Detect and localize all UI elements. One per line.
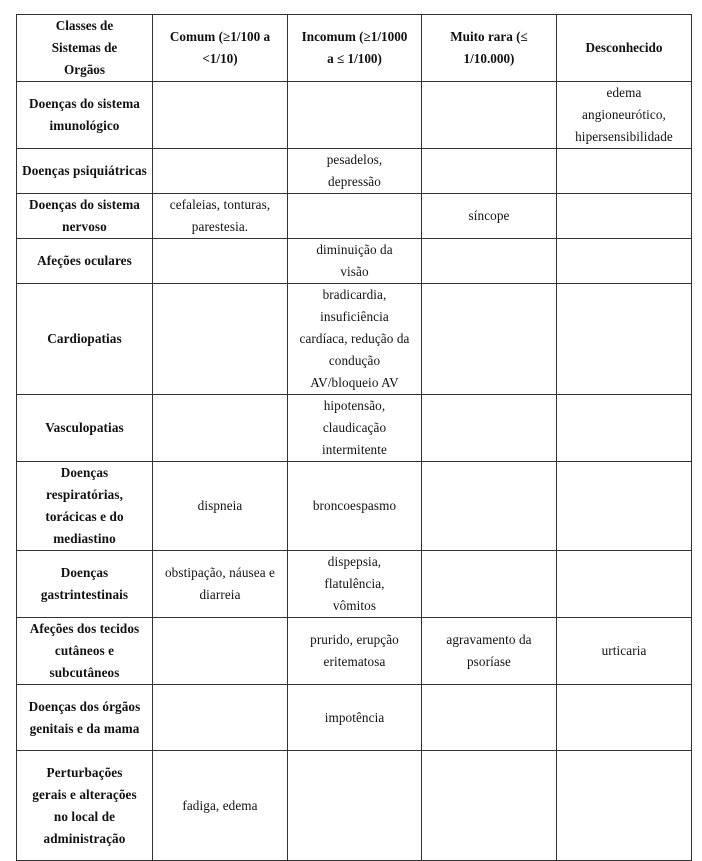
cell-muito-rara [422,82,557,149]
cell-muito-rara [422,462,557,551]
cell-comum [153,685,288,751]
cell-muito-rara: agravamento da psoríase [422,618,557,685]
cell-desconhecido [557,462,692,551]
cell-muito-rara [422,395,557,462]
cell-comum [153,82,288,149]
cell-incomum: bradicardia, insuficiência cardíaca, redução da condução AV/bloqueio AV [288,284,422,395]
table-row [17,751,692,861]
table-row [17,149,692,194]
header-system-class: Classes de Sistemas de Orgãos [17,15,153,82]
table-row [17,284,692,395]
table-row [17,239,692,284]
cell-incomum [288,751,422,861]
cell-comum [153,239,288,284]
cell-incomum [288,82,422,149]
table-row [17,685,692,751]
row-system-class: Cardiopatias [17,284,153,395]
row-system-class: Doenças gastrintestinais [17,551,153,618]
cell-desconhecido [557,194,692,239]
row-system-class: Doenças do sistema nervoso [17,194,153,239]
cell-incomum: prurido, erupção eritematosa [288,618,422,685]
header-incomum: Incomum (≥1/1000 a ≤ 1/100) [288,15,422,82]
row-system-class: Vasculopatias [17,395,153,462]
table-row [17,551,692,618]
cell-incomum: diminuição da visão [288,239,422,284]
cell-desconhecido [557,685,692,751]
cell-incomum: broncoespasmo [288,462,422,551]
row-system-class: Perturbações gerais e alterações no local de administração [17,751,153,861]
cell-comum [153,149,288,194]
header-comum: Comum (≥1/100 a <1/10) [153,15,288,82]
cell-muito-rara [422,149,557,194]
header-muito-rara: Muito rara (≤ 1/10.000) [422,15,557,82]
cell-muito-rara [422,551,557,618]
table-row [17,194,692,239]
row-system-class: Afeções oculares [17,239,153,284]
cell-comum: cefaleias, tonturas, parestesia. [153,194,288,239]
cell-muito-rara [422,685,557,751]
cell-incomum [288,194,422,239]
cell-desconhecido: urticaria [557,618,692,685]
row-system-class: Doenças psiquiátricas [17,149,153,194]
table-row [17,395,692,462]
cell-comum [153,618,288,685]
table-row [17,618,692,685]
cell-incomum: hipotensão, claudicação intermitente [288,395,422,462]
cell-desconhecido [557,149,692,194]
cell-comum: obstipação, náusea e diarreia [153,551,288,618]
header-row [17,15,692,82]
cell-comum [153,284,288,395]
table-row [17,82,692,149]
cell-incomum: dispepsia, flatulência, vômitos [288,551,422,618]
cell-comum [153,395,288,462]
cell-desconhecido [557,751,692,861]
cell-incomum: impotência [288,685,422,751]
cell-muito-rara: síncope [422,194,557,239]
adverse-reactions-table [16,14,692,861]
table-row [17,462,692,551]
row-system-class: Afeções dos tecidos cutâneos e subcutâneos [17,618,153,685]
header-desconhecido: Desconhecido [557,15,692,82]
cell-desconhecido [557,239,692,284]
cell-desconhecido [557,284,692,395]
cell-desconhecido [557,395,692,462]
cell-muito-rara [422,284,557,395]
row-system-class: Doenças respiratórias, torácicas e do mediastino [17,462,153,551]
row-system-class: Doenças dos órgãos genitais e da mama [17,685,153,751]
cell-desconhecido [557,551,692,618]
cell-incomum: pesadelos, depressão [288,149,422,194]
cell-desconhecido: edema angioneurótico, hipersensibilidade [557,82,692,149]
document-page [16,14,692,861]
row-system-class: Doenças do sistema imunológico [17,82,153,149]
cell-comum: dispneia [153,462,288,551]
cell-muito-rara [422,751,557,861]
cell-comum: fadiga, edema [153,751,288,861]
cell-muito-rara [422,239,557,284]
